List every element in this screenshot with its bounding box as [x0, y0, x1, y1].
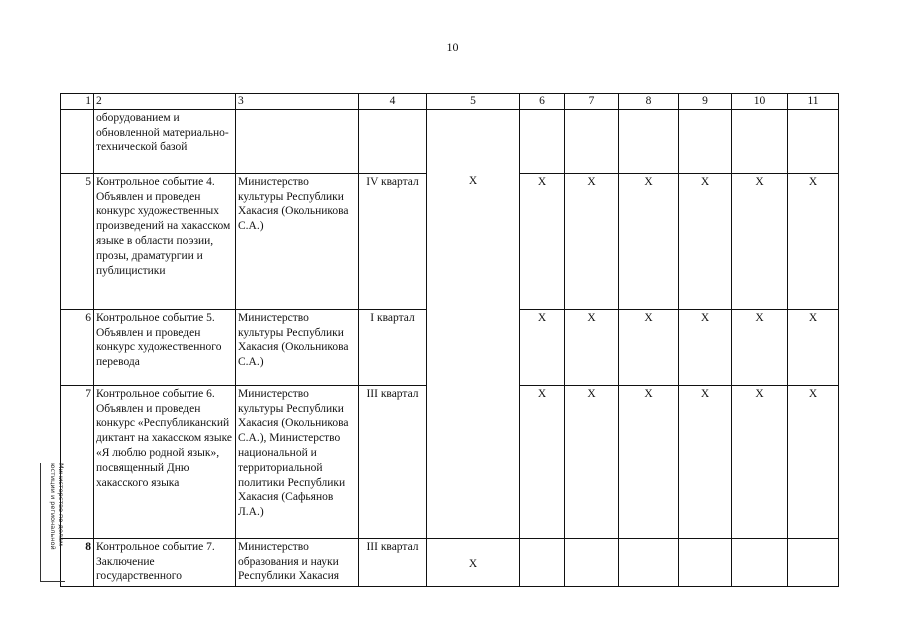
responsible-text: Министерство культуры Республики Хакасия (Окольникова С.А.)	[236, 309, 359, 385]
mark-col-8: Х	[619, 385, 679, 538]
header-cell-10: 10	[732, 94, 788, 110]
table-row	[61, 538, 839, 586]
mark-col-11: Х	[788, 173, 839, 309]
header-cell-3: 3	[236, 94, 359, 110]
header-cell-4: 4	[359, 94, 427, 110]
mark-col-8	[619, 538, 679, 586]
row-number: 7	[61, 385, 94, 538]
mark-col-8: Х	[619, 309, 679, 385]
mark-col-7	[565, 538, 619, 586]
header-cell-7: 7	[565, 94, 619, 110]
mark-col-7: Х	[565, 385, 619, 538]
table-row	[61, 173, 839, 309]
plan-table	[60, 93, 839, 587]
row-number: 6	[61, 309, 94, 385]
mark-col-6: Х	[520, 385, 565, 538]
deadline-text: III квартал	[359, 538, 427, 586]
mark-col-11	[788, 538, 839, 586]
table-row	[61, 309, 839, 385]
mark-col-5: Х	[427, 538, 520, 586]
page-number: 10	[446, 40, 459, 54]
mark-col-10: Х	[732, 309, 788, 385]
event-text: Контрольное событие 5. Объявлен и проведен конкурс художественного перевода	[94, 309, 236, 385]
mark-col-10	[732, 538, 788, 586]
mark-col-10: Х	[732, 385, 788, 538]
event-text: Контрольное событие 4. Объявлен и проведен конкурс художественных произведений на хакасском языке в области поэзии, прозы, драматургии и публицистики	[94, 173, 236, 309]
table-row-continuation	[61, 109, 839, 173]
mark-col-11: Х	[788, 309, 839, 385]
mark-col-8: Х	[619, 173, 679, 309]
continuation-text: оборудованием и обновленной материально-технической базой	[94, 109, 236, 173]
mark-col-5	[427, 385, 520, 538]
row-number: 5	[61, 173, 94, 309]
mark-col-11: Х	[788, 385, 839, 538]
event-text: Контрольное событие 6. Объявлен и проведен конкурс «Республиканский диктант на хакасском языке «Я люблю родной язык», посвященный Дню хакасского языка	[94, 385, 236, 538]
mark-col-6: Х	[520, 309, 565, 385]
stamp-line-2: юстиции и региональной	[49, 463, 57, 550]
mark-col-7: Х	[565, 309, 619, 385]
responsible-text: Министерство культуры Республики Хакасия (Окольникова С.А.), Министерство национальной и территориальной политики Республики Хакасия (Сафьянов Л.А.)	[236, 385, 359, 538]
mark-col-6: Х	[520, 173, 565, 309]
mark-col-9: Х	[679, 173, 732, 309]
header-cell-8: 8	[619, 94, 679, 110]
mark-col-7: Х	[565, 173, 619, 309]
stamp-line-1: Министерство по делам	[57, 463, 65, 546]
responsible-text: Министерство культуры Республики Хакасия (Окольникова С.А.)	[236, 173, 359, 309]
mark-col-9	[679, 538, 732, 586]
row-number: 8	[61, 538, 94, 586]
responsible-text: Министерство образования и науки Республики Хакасия	[236, 538, 359, 586]
mark-col-6	[520, 538, 565, 586]
mark-col-5	[427, 309, 520, 385]
header-cell-5: 5	[427, 94, 520, 110]
mark-col-5: Х	[427, 173, 520, 309]
deadline-text: IV квартал	[359, 173, 427, 309]
header-cell-11: 11	[788, 94, 839, 110]
mark-col-9: Х	[679, 385, 732, 538]
event-text: Контрольное событие 7. Заключение государственного	[94, 538, 236, 586]
table-row	[61, 385, 839, 538]
header-cell-9: 9	[679, 94, 732, 110]
side-stamp	[40, 463, 65, 582]
mark-col-9: Х	[679, 309, 732, 385]
header-cell-1: 1	[61, 94, 94, 110]
mark-col-10: Х	[732, 173, 788, 309]
deadline-text: III квартал	[359, 385, 427, 538]
header-cell-6: 6	[520, 94, 565, 110]
deadline-text: I квартал	[359, 309, 427, 385]
header-cell-2: 2	[94, 94, 236, 110]
header-row	[61, 94, 839, 110]
